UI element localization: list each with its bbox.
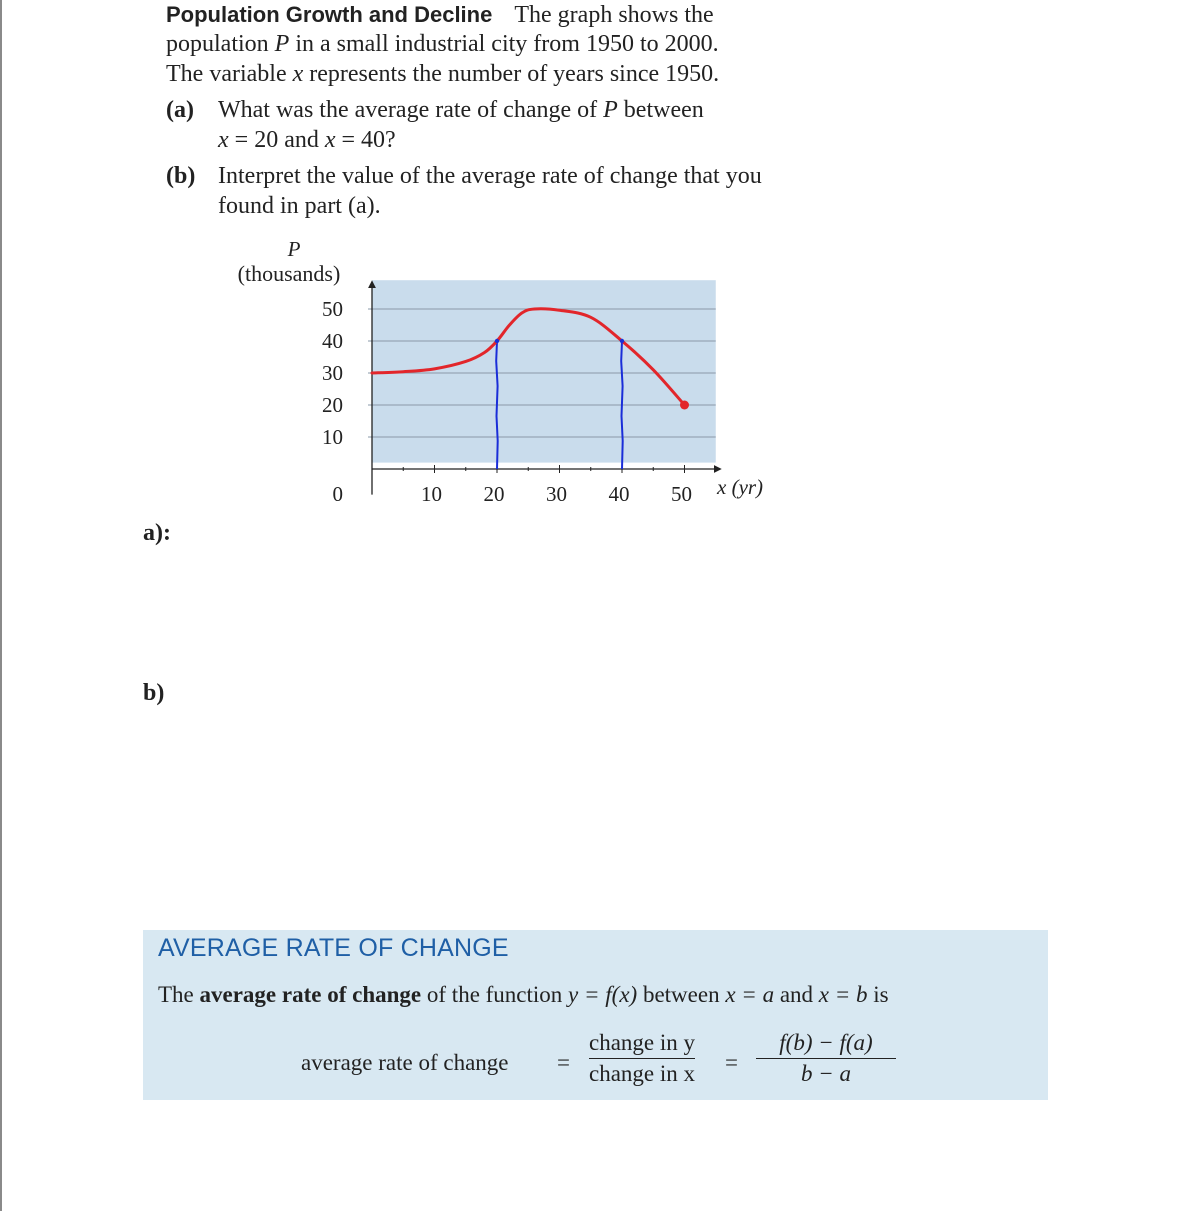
fraction-function-numerator: f(b) − f(a) bbox=[756, 1030, 896, 1059]
curve-endpoint bbox=[680, 401, 689, 410]
formula-equals-2: = bbox=[725, 1050, 738, 1075]
y-tick-label-20: 20 bbox=[322, 393, 343, 417]
x-tick-label-50: 50 bbox=[671, 482, 692, 506]
part-b-line-2: found in part (a). bbox=[218, 193, 381, 219]
definition-box bbox=[143, 930, 1048, 1100]
y-axis-variable: P bbox=[287, 238, 301, 261]
page-left-border bbox=[0, 0, 2, 1211]
fraction-change bbox=[589, 1030, 695, 1087]
x-tick-label-30: 30 bbox=[546, 482, 567, 506]
fraction-function-denominator: b − a bbox=[800, 1061, 852, 1086]
part-a-text-pre: What was the average rate of change of bbox=[218, 97, 604, 123]
part-a-mid: = 20 and bbox=[228, 127, 325, 153]
y-tick-label-10: 10 bbox=[322, 425, 343, 449]
problem-title: Population Growth and Decline bbox=[166, 2, 493, 27]
intro-line-1: The graph shows the bbox=[514, 2, 714, 28]
part-b-line-1 bbox=[166, 161, 926, 191]
answer-a-label: a): bbox=[143, 520, 171, 546]
intro-line-2-post: in a small industrial city from 1950 to 2000. bbox=[289, 31, 719, 57]
marked-point-x20 bbox=[495, 339, 499, 343]
fraction-change-denominator: change in x bbox=[589, 1061, 696, 1086]
def-text-bold: average rate of change bbox=[199, 982, 422, 1007]
fraction-change-numerator: change in y bbox=[589, 1030, 695, 1059]
marked-point-x40 bbox=[620, 339, 624, 343]
def-text-mid: of the function bbox=[421, 982, 569, 1007]
def-function: y = f(x) bbox=[568, 982, 638, 1007]
def-text-pre: The bbox=[158, 982, 200, 1007]
answer-b-label: b) bbox=[143, 680, 165, 706]
definition-heading: AVERAGE RATE OF CHANGE bbox=[158, 934, 509, 962]
y-axis-unit-label: (thousands) bbox=[237, 261, 341, 286]
origin-label: 0 bbox=[332, 482, 343, 506]
part-b bbox=[166, 161, 926, 221]
part-a bbox=[166, 95, 926, 155]
variable-p: P bbox=[274, 31, 290, 57]
part-a-var-x2: x bbox=[324, 127, 336, 153]
variable-x: x bbox=[292, 61, 304, 87]
x-tick-label-40: 40 bbox=[608, 482, 630, 506]
population-chart bbox=[215, 238, 815, 518]
definition-text bbox=[158, 982, 889, 1008]
def-x-a: x = a bbox=[725, 982, 775, 1007]
part-a-var-p: P bbox=[603, 97, 618, 123]
x-tick-label-20: 20 bbox=[483, 482, 505, 506]
def-x-b: x = b bbox=[818, 982, 868, 1007]
fraction-function bbox=[756, 1030, 896, 1087]
part-a-line-1 bbox=[166, 95, 926, 125]
problem-line-2 bbox=[166, 29, 719, 59]
intro-line-3-pre: The variable bbox=[166, 61, 293, 87]
part-a-var-x1: x bbox=[218, 127, 229, 153]
rate-formula bbox=[301, 1030, 1041, 1100]
def-and: and bbox=[774, 982, 819, 1007]
formula-equals-1: = bbox=[557, 1050, 570, 1075]
intro-line-3-post: represents the number of years since 1950. bbox=[303, 61, 720, 87]
part-b-label: (b) bbox=[166, 163, 196, 189]
problem-line-3 bbox=[166, 59, 719, 89]
x-axis-label: x (yr) bbox=[717, 475, 764, 499]
part-a-label: (a) bbox=[166, 97, 194, 123]
part-a-line-2 bbox=[166, 125, 926, 155]
intro-line-2-pre: population bbox=[166, 31, 275, 57]
def-between: between bbox=[637, 982, 726, 1007]
def-is: is bbox=[867, 982, 889, 1007]
part-a-text-post: between bbox=[617, 97, 704, 123]
x-tick-label-10: 10 bbox=[421, 482, 442, 506]
part-b-text-1: Interpret the value of the average rate of change that you bbox=[218, 163, 762, 189]
formula-label: average rate of change bbox=[301, 1050, 509, 1075]
y-tick-label-50: 50 bbox=[322, 297, 343, 321]
part-a-end: = 40? bbox=[335, 127, 396, 153]
y-tick-label-40: 40 bbox=[322, 329, 343, 353]
y-tick-label-30: 30 bbox=[322, 361, 343, 385]
problem-line-1 bbox=[166, 0, 714, 30]
